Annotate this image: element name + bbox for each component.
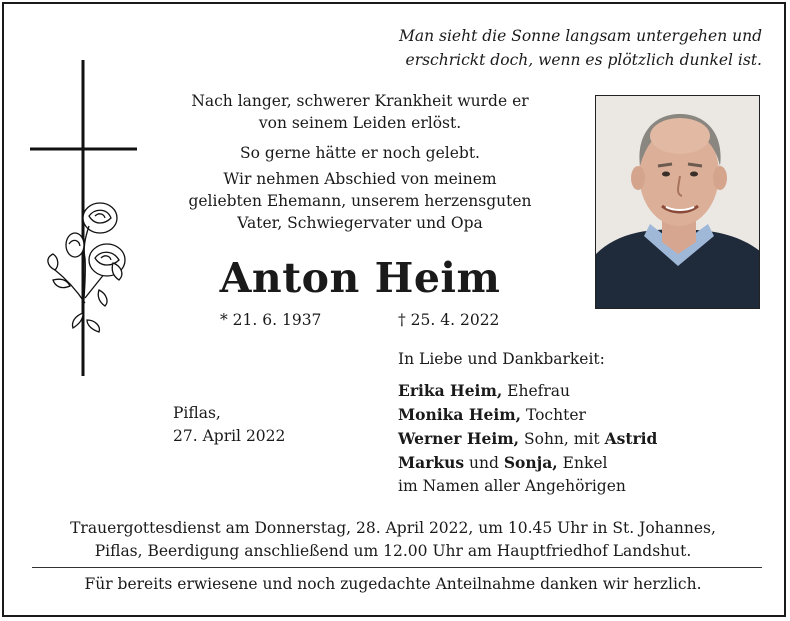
motto xyxy=(332,24,762,72)
death-date: † 25. 4. 2022 xyxy=(398,311,500,329)
family-closing: im Namen aller Angehörigen xyxy=(398,477,626,495)
family-relation: Enkel xyxy=(557,454,608,472)
deceased-name: Anton Heim xyxy=(219,254,501,302)
intro-text-3 xyxy=(140,168,580,234)
text-line: Nach langer, schwerer Krankheit wurde er xyxy=(191,92,529,110)
place-date xyxy=(173,402,285,448)
motto-line: Man sieht die Sonne langsam untergehen und xyxy=(399,27,762,45)
text-line: So gerne hätte er noch gelebt. xyxy=(240,144,480,162)
motto-line: erschrickt doch, wenn es plötzlich dunkel ist. xyxy=(405,51,762,69)
family-member-name: Werner Heim, xyxy=(398,429,520,448)
family-member-name: Monika Heim, xyxy=(398,405,522,424)
text-line: von seinem Leiden erlöst. xyxy=(258,114,462,132)
divider xyxy=(32,567,762,568)
funeral-line: Trauergottesdienst am Donnerstag, 28. April 2022, um 10.45 Uhr in St. Johannes, xyxy=(70,519,716,537)
family-row xyxy=(398,379,657,403)
birth-date: * 21. 6. 1937 xyxy=(220,311,322,329)
family-relation: und xyxy=(464,454,504,472)
intro-text-2 xyxy=(140,142,580,164)
family-relation: Sohn, mit xyxy=(519,430,605,448)
family-list xyxy=(398,379,657,498)
text-line: Wir nehmen Abschied von meinem xyxy=(223,170,497,188)
portrait-illustration xyxy=(596,96,760,309)
family-intro: In Liebe und Dankbarkeit: xyxy=(398,350,605,368)
family-relation: Ehefrau xyxy=(502,382,571,400)
funeral-info xyxy=(10,517,776,563)
family-row xyxy=(398,427,657,451)
portrait-photo xyxy=(595,95,760,309)
cross-with-roses-icon xyxy=(25,58,145,378)
intro-text xyxy=(140,90,580,134)
thanks-note: Für bereits erwiesene und noch zugedachte Anteilnahme danken wir herzlich. xyxy=(84,575,702,593)
text-line: geliebten Ehemann, unserem herzensguten xyxy=(188,192,532,210)
family-member-name: Markus xyxy=(398,453,465,472)
family-row xyxy=(398,403,657,427)
family-relation: Tochter xyxy=(521,406,586,424)
family-member-name: Sonja, xyxy=(503,453,558,472)
text-line: Vater, Schwiegervater und Opa xyxy=(237,214,483,232)
family-member-name: Erika Heim, xyxy=(398,381,503,400)
family-member-name: Astrid xyxy=(604,429,658,448)
family-row xyxy=(398,451,657,475)
funeral-line: Piflas, Beerdigung anschließend um 12.00 Uhr am Hauptfriedhof Landshut. xyxy=(94,542,692,560)
place: Piflas, xyxy=(173,404,221,422)
date: 27. April 2022 xyxy=(173,427,286,445)
